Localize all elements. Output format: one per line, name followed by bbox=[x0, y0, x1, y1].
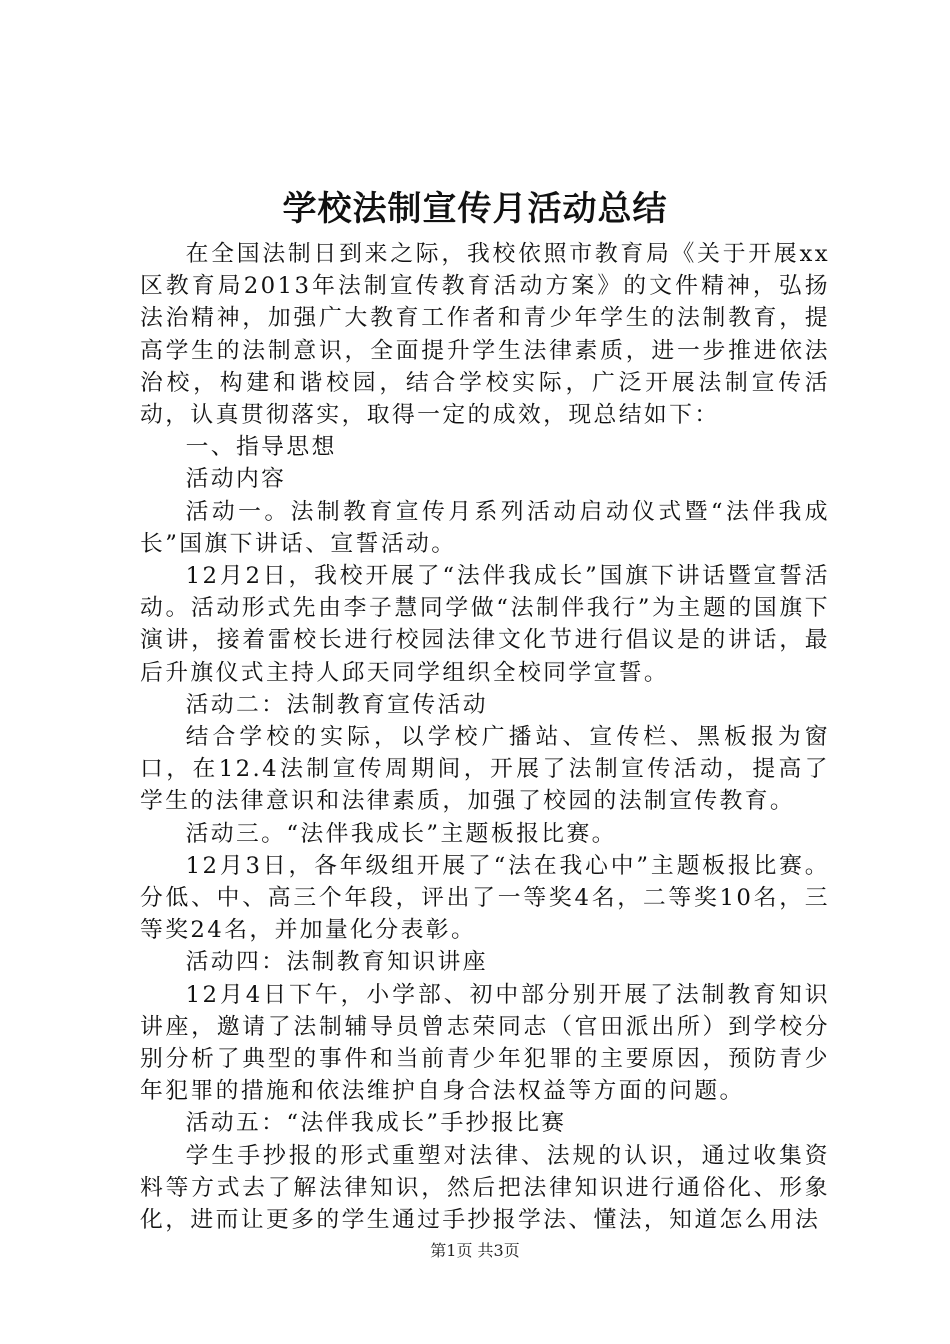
activity-three-text: 12月3日，各年级组开展了“法在我心中”主题板报比赛。分低、中、高三个年段，评出了一等奖4名，二等奖10名，三等奖24名，并加量化分表彰。 bbox=[140, 852, 830, 944]
heading-activity-content: 活动内容 bbox=[185, 466, 287, 493]
document-title: 学校法制宣传月活动总结 bbox=[282, 189, 668, 229]
activity-five-text: 学生手抄报的形式重塑对法律、法规的认识，通过收集资料等方式去了解法律知识，然后把法律知识进行通俗化、形象化，进而让更多的学生通过手抄报学法、懂法，知道怎么用法 bbox=[140, 1142, 830, 1234]
activity-five-heading: 活动五：“法伴我成长”手抄报比赛 bbox=[185, 1110, 567, 1137]
activity-three-heading: 活动三。“法伴我成长”主题板报比赛。 bbox=[185, 820, 617, 847]
activity-two-text: 结合学校的实际，以学校广播站、宣传栏、黑板报为窗口，在12.4法制宣传周期间，开展了法制宣传活动，提高了学生的法律意识和法律素质，加强了校园的法制宣传教育。 bbox=[140, 724, 830, 815]
paragraph-intro: 在全国法制日到来之际，我校依照市教育局《关于开展xx区教育局2013年法制宣传教育活动方案》的文件精神，弘扬法治精神，加强广大教育工作者和青少年学生的法制教育，提高学生的法制意识，全面提升学生法律素质，进一步推进依法治校，构建和谐校园，结合学校实际，广泛开展法制宣传活动，认真贯彻落实，取得一定的成效，现总结如下： bbox=[140, 241, 830, 429]
activity-one-heading: 活动一。法制教育宣传月系列活动启动仪式暨“法伴我成长”国旗下讲话、宣誓活动。 bbox=[140, 498, 830, 557]
heading-guiding-thought: 一、指导思想 bbox=[185, 434, 337, 461]
document-body bbox=[140, 238, 830, 1236]
page-number-footer: 第1页 共3页 bbox=[430, 1241, 520, 1260]
activity-four-heading: 活动四：法制教育知识讲座 bbox=[185, 949, 488, 976]
activity-four-text: 12月4日下午，小学部、初中部分别开展了法制教育知识讲座，邀请了法制辅导员曾志荣同志（官田派出所）到学校分别分析了典型的事件和当前青少年犯罪的主要原因，预防青少年犯罪的措施和依法维护自身合法权益等方面的问题。 bbox=[140, 981, 830, 1105]
activity-two-heading: 活动二：法制教育宣传活动 bbox=[185, 691, 488, 718]
activity-one-text: 12月2日，我校开展了“法伴我成长”国旗下讲话暨宣誓活动。活动形式先由李子慧同学做“法制伴我行”为主题的国旗下演讲，接着雷校长进行校园法律文化节进行倡议是的讲话，最后升旗仪式主持人邱天同学组织全校同学宣誓。 bbox=[140, 563, 830, 686]
